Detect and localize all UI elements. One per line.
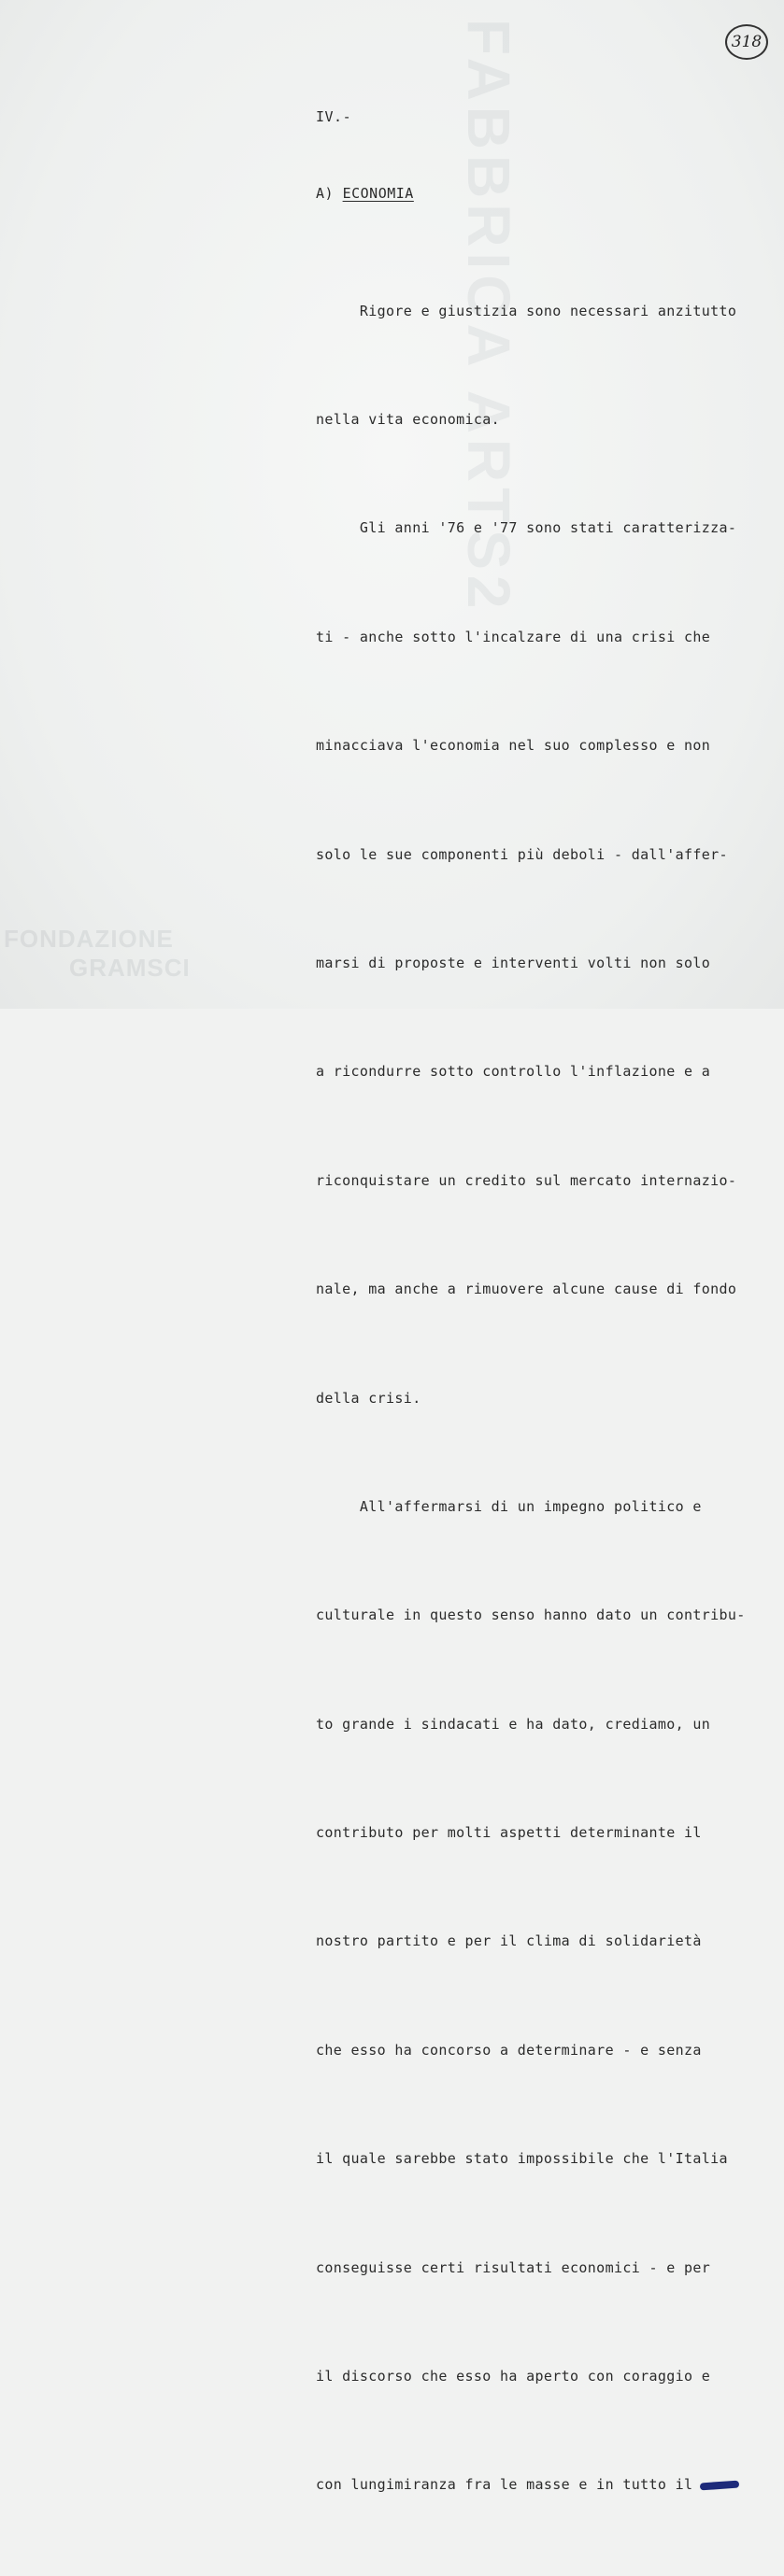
text-line: della crisi.	[316, 1389, 421, 1407]
text-line: to grande i sindacati e ha dato, crediamo, un	[316, 1715, 711, 1733]
text-line-content: con lungimiranza fra le masse e in tutto il	[316, 2476, 693, 2494]
section-heading: IV.-	[316, 108, 352, 125]
text-line: il quale sarebbe stato impossibile che l'Italia	[316, 2150, 728, 2168]
subheading-prefix: A)	[316, 185, 343, 202]
body-text	[316, 220, 764, 2576]
text-line: ti - anche sotto l'incalzare di una crisi che	[316, 628, 711, 645]
logo-line-2: GRAMSCI	[69, 954, 191, 982]
text-line: il discorso che esso ha aperto con coraggio e	[316, 2368, 711, 2385]
logo-line-1: FONDAZIONE	[4, 925, 174, 953]
text-line: solo le sue componenti più deboli - dall'affer-	[316, 845, 728, 863]
text-line: nale, ma anche a rimuovere alcune cause di fondo	[316, 1281, 737, 1298]
text-line: conseguisse certi risultati economici - e per	[316, 2258, 711, 2276]
text-line: contributo per molti aspetti determinante il	[316, 1824, 702, 1842]
archive-watermark: FABBRICA ARTS2	[455, 19, 522, 615]
text-line: a ricondurre sotto controllo l'inflazione e a	[316, 1063, 711, 1081]
text-line-last	[316, 2467, 764, 2503]
text-line: che esso ha concorso a determinare - e senza	[316, 2041, 702, 2059]
ink-mark	[700, 2480, 739, 2490]
text-line: marsi di proposte e interventi volti non solo	[316, 954, 711, 971]
text-line: Gli anni '76 e '77 sono stati caratterizza-	[316, 519, 737, 537]
text-line: culturale in questo senso hanno dato un contribu-	[316, 1606, 746, 1624]
handwritten-page-number: 318	[725, 24, 768, 60]
text-line: nella vita economica.	[316, 410, 500, 428]
subheading	[316, 185, 414, 202]
text-line: nostro partito e per il clima di solidarietà	[316, 1932, 702, 1950]
text-line: minacciava l'economia nel suo complesso e non	[316, 737, 711, 755]
foundation-logo-watermark	[4, 925, 228, 999]
text-line: All'affermarsi di un impegno politico e	[316, 1497, 702, 1515]
text-line: Rigore e giustizia sono necessari anzitutto	[316, 302, 737, 319]
subheading-title: ECONOMIA	[342, 185, 414, 202]
text-line: riconquistare un credito sul mercato internazio-	[316, 1171, 737, 1189]
